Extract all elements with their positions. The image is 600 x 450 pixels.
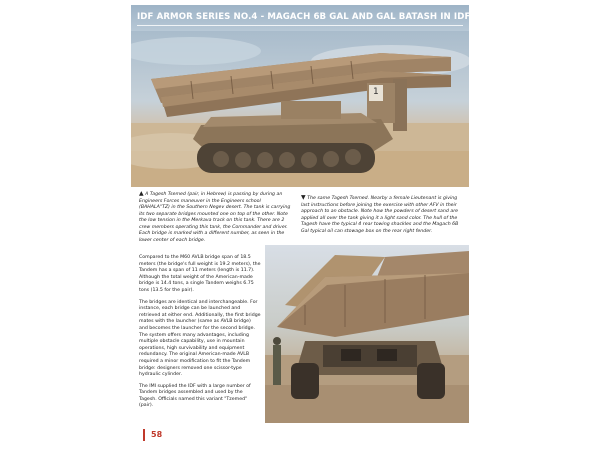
top-photo-illustration	[131, 31, 469, 187]
triangle-down-icon: ▼	[301, 194, 306, 201]
page-number: 58	[151, 430, 163, 439]
caption-left-text: A Tagesh Tsemed (pair, in Hebrew) is passing by during an Engineers Forces maneuver in the Engineers school (BAHALA"TZ) in the Southern Negev desert. The tank is carrying its two separate bridges mounted one on top of the other. Note the low tension in the Merkava track on this tank. There are 2 crew members operating this tank, the Commander and driver. Each bridge is marked with a different number, as seen in the lower center of each bridge.	[139, 192, 291, 243]
tank-number-marking: 1	[373, 87, 379, 97]
caption-left	[139, 191, 291, 244]
body-paragraph-1: Compared to the M60 AVLB bridge span of 18.5 meters (the bridge's full weight is 19.2 meters), the Tandem has a span of 11 meters (length is 11.7). Although the total weight of the American-made bridge is 14.4 tons, a single Tandem weighs 6.75 tons (13.5 for the pair).	[139, 255, 261, 293]
bottom-photo-tank-front	[265, 245, 469, 423]
body-paragraph-2: The bridges are identical and interchangeable. For instance, each bridge can be launched and retrieved at either end. Additionally, the first bridge mates with the launcher (same as AVLB bridge) and becomes the launcher for the second bridge. The system offers many advantages, including multiple obstacle capability, use in mountain operations, high survivability and equipment redundancy. The original American-made AVLB required a minor modification to fit the Tandem bridge: designers removed one scissor-type hydraulic cylinder.	[139, 299, 261, 378]
header-subtitle: - MAGACH 6B GAL AND GAL BATASH IN IDF SERVICE	[257, 12, 515, 22]
triangle-up-icon: ▲	[139, 190, 144, 197]
page-number-bar	[143, 429, 145, 441]
body-text-column	[139, 255, 261, 415]
body-paragraph-3: The IMI supplied the IDF with a large number of Tandem bridges assembled and used by the Tagesh. Officials named this variant "Tzemed" (pair).	[139, 383, 251, 409]
page-header	[131, 5, 515, 31]
top-photo-tank-with-bridges	[131, 31, 469, 187]
header-title	[137, 12, 515, 22]
caption-right	[301, 195, 459, 235]
caption-right-text: The same Tagesh Tsemed. Nearby a female Lieutenant is giving last instructions before joining the exercise with other AFV in their approach to an obstacle. Note how the powders of desert sand are applied all over the tank giving it a light sand color. The hull of the Tagesh have the typical 4 rear towing shackles and the Magach 6B Gal typical oil can stowage box on the rear right fender.	[301, 196, 459, 234]
bottom-photo-illustration	[265, 245, 469, 423]
header-rule	[137, 25, 463, 26]
header-series: IDF ARMOR SERIES NO.4	[137, 12, 258, 22]
magazine-page	[131, 5, 515, 445]
